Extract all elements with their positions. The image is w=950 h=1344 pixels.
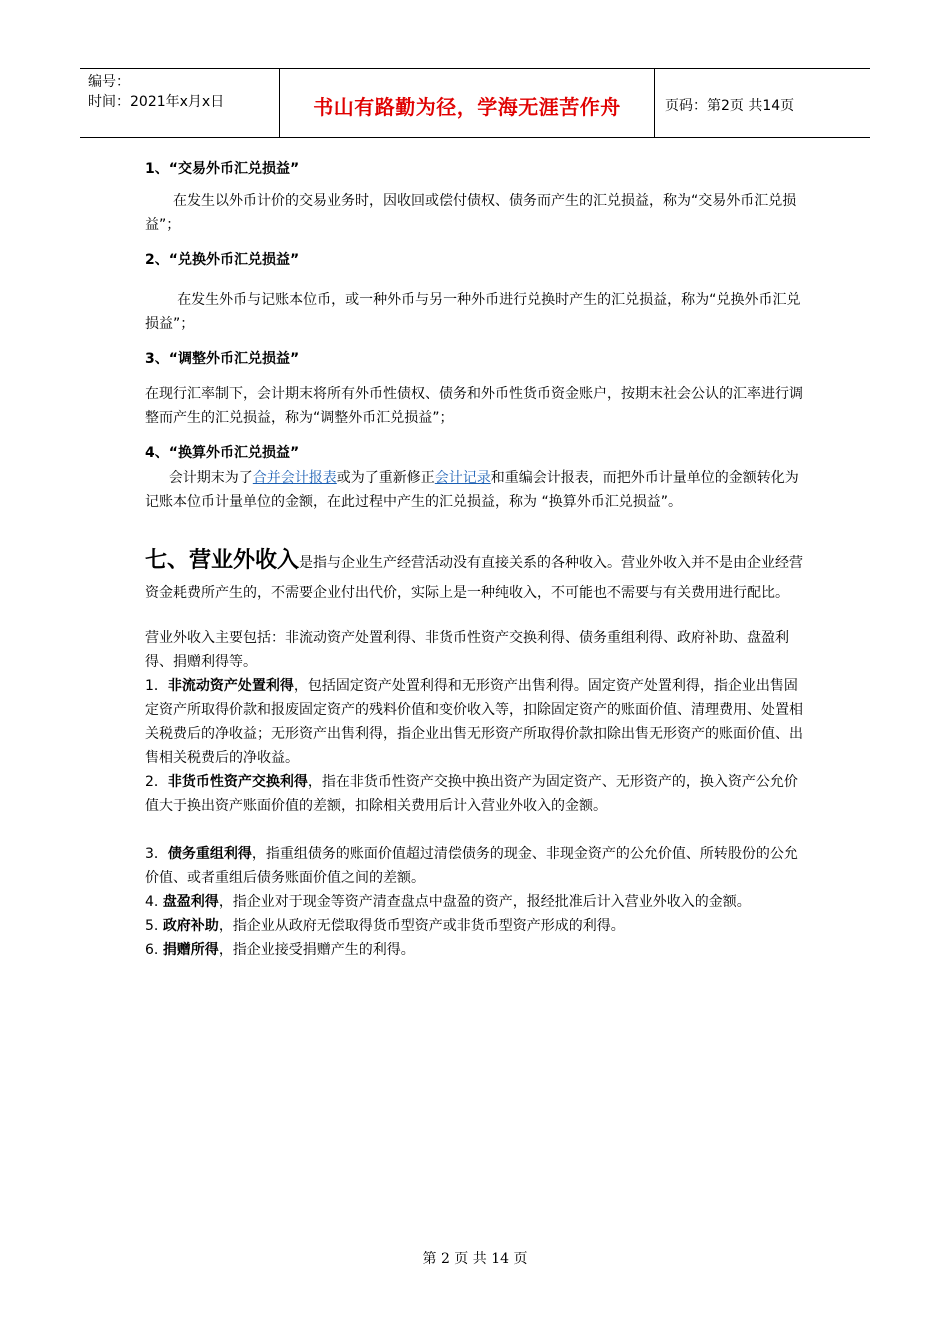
list-text: ，包括固定资产处置利得和无形资产出售利得。固定资产处置利得，指企业出售固定资产所取得价款和报废固定资产的残料价值和变价收入等，扣除固定资产的账面价值、清理费用、处置相关税费后的净收益；无形资产出售利得，指企业出售无形资产所取得价款扣除出售无形资产的账面价值、出售相关税费后的净收益。 (145, 678, 803, 766)
list-item-2 (145, 770, 810, 818)
list-term: 债务重组利得 (167, 846, 252, 862)
section-7-intro (145, 546, 810, 608)
section-2-body: 在发生外币与记账本位币，或一种外币与另一种外币进行兑换时产生的汇兑损益，称为“兑换外币汇兑损益”； (145, 292, 801, 332)
section-4-body (145, 466, 810, 514)
list-number: 2． (145, 774, 168, 790)
section-7-intro-text: 是指与企业生产经营活动没有直接关系的各种收入。营业外收入并不是由企业经营资金耗费所产生的，不需要企业付出代价，实际上是一种纯收入，不可能也不需要与有关费用进行配比。 (145, 555, 804, 601)
list-text: ，指企业对于现金等资产清查盘点中盘盈的资产，报经批准后计入营业外收入的金额。 (218, 894, 751, 910)
list-item-3 (145, 842, 810, 890)
list-item-6 (145, 938, 810, 962)
list-number: 1． (145, 678, 168, 694)
list-number: 3． (145, 846, 168, 862)
section-4-text-b: 或为了重新修正 (336, 470, 435, 486)
document-date: 时间：2021年x月x日 (88, 94, 225, 110)
list-text: ，指企业从政府无偿取得货币型资产或非货币型资产形成的利得。 (218, 918, 625, 934)
header-left-cell (80, 69, 280, 137)
document-body (145, 157, 810, 962)
list-item-5 (145, 914, 810, 938)
section-4-text-c: 和重编会计报表，而把外币计量单位的金额转化为记账本位币计量单位的金额，在此过程中产生的汇兑损益，称为 “换算外币汇兑损益”。 (145, 470, 799, 510)
section-3-title: 3、“调整外币汇兑损益” (145, 351, 300, 367)
list-term: 捐赠所得 (162, 942, 219, 958)
consolidated-statements-link[interactable]: 合并会计报表 (252, 470, 337, 486)
accounting-records-link[interactable]: 会计记录 (434, 470, 491, 486)
section-7-summary: 营业外收入主要包括：非流动资产处置利得、非货币性资产交换利得、债务重组利得、政府补助、盘盈利得、捐赠利得等。 (145, 630, 789, 670)
document-number-label: 编号： (88, 74, 130, 90)
list-term: 政府补助 (162, 918, 219, 934)
section-2-title: 2、“兑换外币汇兑损益” (145, 252, 300, 268)
list-number: 4. (145, 894, 163, 910)
section-4-title: 4、“换算外币汇兑损益” (145, 445, 300, 461)
list-term: 非流动资产处置利得 (167, 678, 294, 694)
section-3-body: 在现行汇率制下，会计期末将所有外币性债权、债务和外币性货币资金账户，按期末社会公认的汇率进行调整而产生的汇兑损益，称为“调整外币汇兑损益”； (145, 386, 803, 426)
page-footer: 第 2 页 共 14 页 (422, 1251, 528, 1267)
list-item-1 (145, 674, 810, 770)
list-item-4 (145, 890, 810, 914)
section-7-heading: 七、营业外收入 (145, 548, 300, 573)
section-1-title: 1、“交易外币汇兑损益” (145, 161, 300, 177)
section-4-text-a: 会计期末为了 (168, 470, 253, 486)
list-number: 6. (145, 942, 163, 958)
list-text: ，指企业接受捐赠产生的利得。 (218, 942, 415, 958)
list-term: 盘盈利得 (162, 894, 219, 910)
list-number: 5. (145, 918, 163, 934)
header-motto: 书山有路勤为径，学海无涯苦作舟 (280, 69, 655, 137)
section-1-body: 在发生以外币计价的交易业务时，因收回或偿付债权、债务而产生的汇兑损益，称为“交易外币汇兑损益”； (145, 193, 797, 233)
list-text: ，指在非货币性资产交换中换出资产为固定资产、无形资产的，换入资产公允价值大于换出资产账面价值的差额，扣除相关费用后计入营业外收入的金额。 (145, 774, 798, 814)
header-page-info: 页码：第2页 共14页 (665, 98, 795, 114)
list-term: 非货币性资产交换利得 (167, 774, 308, 790)
page-header (80, 68, 870, 138)
list-text: ，指重组债务的账面价值超过清偿债务的现金、非现金资产的公允价值、所转股份的公允价值、或者重组后债务账面价值之间的差额。 (145, 846, 798, 886)
